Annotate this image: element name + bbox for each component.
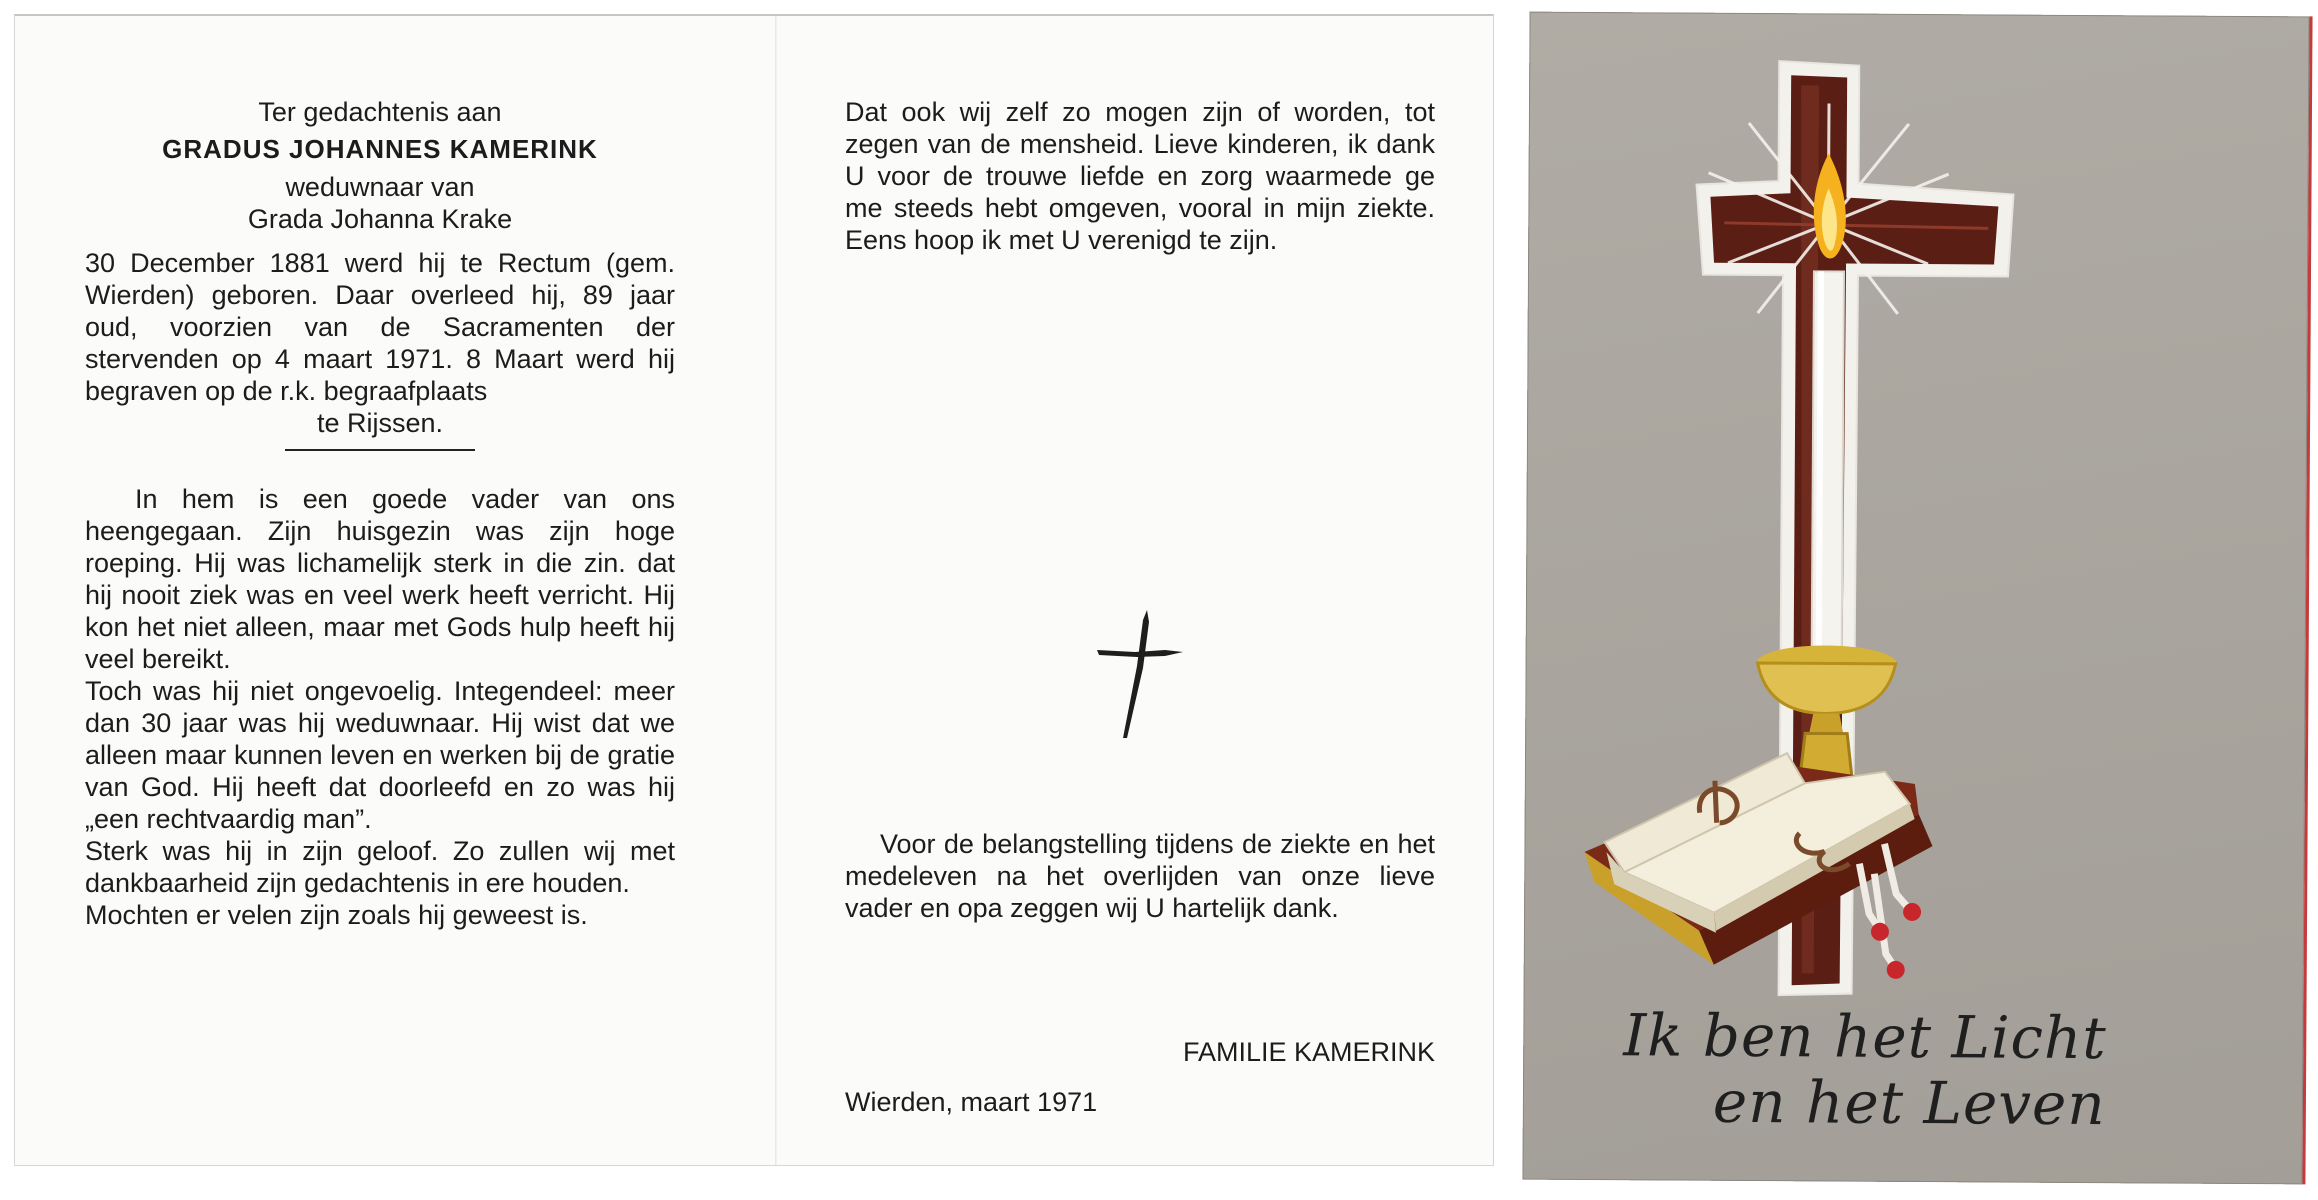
thanks-paragraph: Voor de belangstelling tijdens de ziekte en het medeleven na het overlijden van onze lieve vader en opa zeggen wij U hartelijk dank.	[845, 829, 1435, 923]
biography-text: 30 December 1881 werd hij te Rectum (gem. Wierden) geboren. Daar overleed hij, 89 jaar oud, voorzien van de Sacramenten der stervenden op 4 maart 1971. 8 Maart werd hij begraven op de r.k. begraafplaats	[85, 248, 675, 406]
intro-line: Ter gedachtenis aan	[258, 97, 502, 127]
left-page	[85, 96, 675, 1136]
motto-line-2: en het Leven	[1712, 1067, 2106, 1139]
right-page	[845, 96, 1435, 1136]
open-book-icon	[1584, 752, 1933, 979]
relation-line: weduwnaar van	[285, 172, 475, 202]
divider-rule	[285, 449, 475, 451]
biography-text-end: te Rijssen.	[316, 408, 444, 438]
biography	[85, 247, 675, 439]
eulogy	[85, 483, 675, 931]
fold-line	[775, 16, 777, 1165]
eulogy-paragraph: In hem is een goede vader van ons heengegaan. Zijn huisgezin was zijn hoge roeping. Hij was lichamelijk sterk in die zin. dat hij nooit ziek was en veel werk heeft verricht. Hij kon het niet alleen, maar met Gods hulp heeft hij veel bereikt.	[85, 484, 675, 674]
devotional-card	[1522, 12, 2312, 1185]
place-date: Wierden, maart 1971	[845, 1087, 1098, 1117]
continuation-text: Dat ook wij zelf zo mogen zijn of worden, tot zegen van de mensheid. Lieve kinderen, ik dank U voor de trouwe liefde en zorg waarmede ge me steeds hebt omgeven, vooral in mijn ziekte. Eens hoop ik met U verenigd te zijn.	[845, 97, 1435, 255]
card-motto	[1623, 1002, 2224, 1138]
motto-line-1: Ik ben het Licht	[1623, 1001, 2107, 1073]
family-signature: FAMILIE KAMERINK	[1182, 1037, 1435, 1067]
small-cross-icon	[1095, 606, 1185, 746]
thanks-text	[845, 828, 1435, 924]
eulogy-paragraph: Sterk was hij in zijn geloof. Zo zullen wij met dankbaarheid zijn gedachtenis in ere houden.	[85, 836, 675, 898]
eulogy-paragraph: Toch was hij niet ongevoelig. Integendeel: meer dan 30 jaar was hij weduwnaar. Hij wist dat we alleen maar kunnen leven en werken bij de gratie van God. Hij heeft dat doorleefd en zo was hij „een rechtvaardig man”.	[85, 676, 675, 834]
memorial-leaflet	[14, 14, 1494, 1166]
spouse-name: Grada Johanna Krake	[247, 204, 513, 234]
deceased-name: GRADUS JOHANNES KAMERINK	[162, 134, 598, 164]
eulogy-paragraph: Mochten er velen zijn zoals hij geweest is.	[85, 900, 588, 930]
